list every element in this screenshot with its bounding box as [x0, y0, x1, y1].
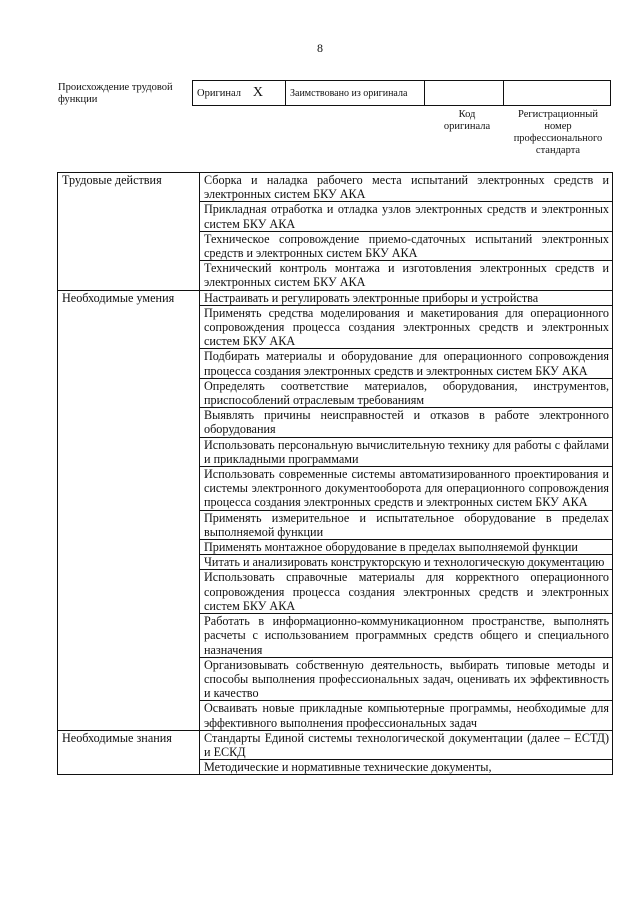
section-item: Использовать современные системы автоматизированного проектирования и системы электронного документооборота для операционного сопровождения процесса создания электронных средств и электронных систем БКУ АКА [200, 467, 613, 511]
section-item: Работать в информационно-коммуникационном пространстве, выполнять расчеты с использованием программных средств общего и специального назначения [200, 614, 613, 658]
borrowed-cell: Заимствовано из оригинала [286, 81, 425, 106]
origin-label: Происхождение трудовой функции [58, 82, 173, 105]
section-item: Читать и анализировать конструкторскую и технологическую документацию [200, 555, 613, 570]
table-row [58, 730, 613, 759]
function-details-table [57, 172, 613, 775]
section-item: Подбирать материалы и оборудование для операционного сопровождения процесса создания электронных средств и электронных систем БКУ АКА [200, 349, 613, 378]
registration-number-cell [504, 81, 611, 106]
section-item: Техническое сопровождение приемо-сдаточных испытаний электронных средств и электронных систем БКУ АКА [200, 231, 613, 260]
section-title: Необходимые знания [58, 730, 200, 775]
section-item: Осваивать новые прикладные компьютерные программы, необходимые для эффективного выполнения профессиональных задач [200, 701, 613, 730]
section-title: Необходимые умения [58, 290, 200, 730]
page-number: 8 [317, 41, 323, 55]
original-mark: X [252, 85, 263, 100]
section-item: Использовать справочные материалы для корректного операционного сопровождения процесса создания электронных средств и электронных систем БКУ АКА [200, 570, 613, 614]
original-code-cell [425, 81, 504, 106]
section-item: Сборка и наладка рабочего места испытаний электронных средств и электронных систем БКУ АКА [200, 173, 613, 202]
section-item: Прикладная отработка и отладка узлов электронных средств и электронных систем БКУ АКА [200, 202, 613, 231]
section-item: Определять соответствие материалов, оборудования, инструментов, приспособлений отраслевым требованиям [200, 378, 613, 407]
original-label: Оригинал [197, 87, 241, 99]
section-item: Использовать персональную вычислительную технику для работы с файлами и прикладными программами [200, 437, 613, 466]
original-code-caption: Код оригинала [443, 109, 491, 132]
table-row [58, 290, 613, 305]
section-item: Применять монтажное оборудование в пределах выполняемой функции [200, 540, 613, 555]
section-title: Трудовые действия [58, 173, 200, 291]
section-item: Стандарты Единой системы технологической документации (далее – ЕСТД) и ЕСКД [200, 730, 613, 759]
section-item: Настраивать и регулировать электронные приборы и устройства [200, 290, 613, 305]
section-item: Методические и нормативные технические документы, [200, 760, 613, 775]
section-item: Выявлять причины неисправностей и отказов в работе электронного оборудования [200, 408, 613, 437]
function-details-body [58, 173, 613, 775]
section-item: Применять средства моделирования и макетирования для операционного сопровождения процесса создания электронных средств и электронных систем БКУ АКА [200, 305, 613, 349]
table-row [58, 173, 613, 202]
origin-table [192, 80, 611, 106]
original-cell [193, 81, 286, 106]
section-item: Применять измерительное и испытательное оборудование в пределах выполняемой функции [200, 510, 613, 539]
section-item: Технический контроль монтажа и изготовления электронных средств и электронных систем БКУ АКА [200, 261, 613, 290]
section-item: Организовывать собственную деятельность, выбирать типовые методы и способы выполнения профессиональных задач, оценивать их эффективность и качество [200, 657, 613, 701]
registration-number-caption: Регистрационный номер профессионального стандарта [513, 109, 603, 156]
